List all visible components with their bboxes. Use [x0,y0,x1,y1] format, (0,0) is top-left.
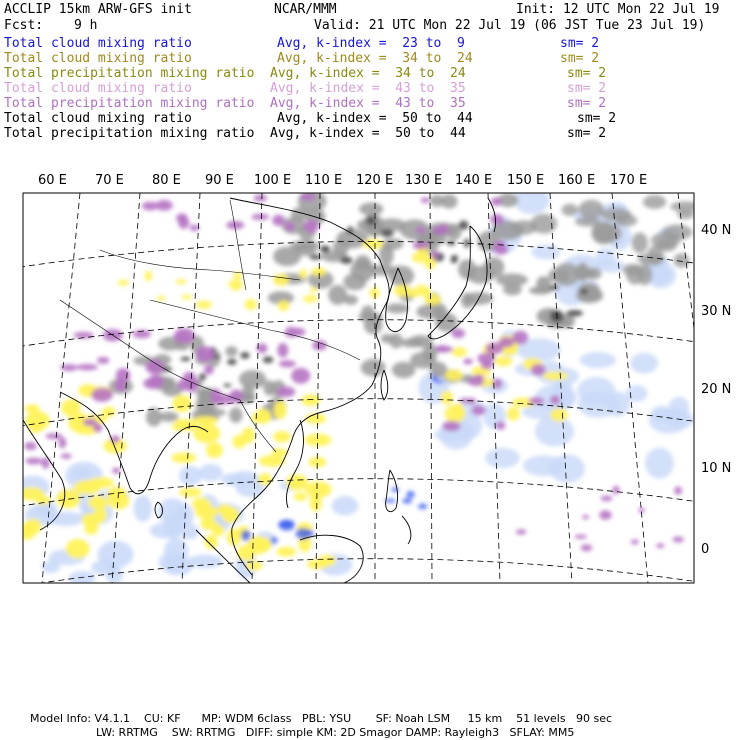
cloud-patch [221,473,247,486]
precip-patch [471,405,485,415]
cloud-patch [461,293,475,309]
longitude-label: 90 E [205,173,234,188]
latitude-labels [701,223,731,557]
precip-patch [196,346,215,362]
cloud-patch [549,454,584,483]
longitude-label: 150 E [507,173,545,188]
cloud-patch [229,407,242,423]
cloud-patch [72,468,91,480]
field-k-index: Avg, k-index = 34 to 24 [277,51,473,66]
field-k-index: Avg, k-index = 50 to 44 [277,111,473,126]
precip-patch [273,431,291,443]
precip-patch [305,414,326,424]
precip-patch [148,374,163,388]
cloud-patch [134,495,153,522]
field-k-index: Avg, k-index = 34 to 24 [270,66,466,81]
precip-patch [291,368,310,384]
cloud-patch [535,416,574,446]
model-title: ACCLIP 15km ARW-GFS init [4,2,192,17]
cloud-patch [591,221,614,244]
cloud-patch [643,195,666,209]
fcst-value: 9 h [74,18,98,33]
cloud-patch [199,464,223,481]
longitude-label: 100 E [254,173,292,188]
precip-patch [421,288,431,297]
cloud-patch [637,264,652,286]
cloud-patch [179,466,202,485]
cloud-core [347,226,353,234]
precip-patch [205,535,218,549]
precip-patch [196,300,212,308]
precip-patch [84,523,98,535]
center-label: NCAR/MMM [274,2,337,17]
precip-patch [19,523,36,540]
cloud-patch [580,352,617,368]
cloud-patch [441,194,458,208]
precip-patch [442,421,460,431]
precip-patch [286,474,308,490]
cloud-patch [146,408,162,427]
precip-patch [413,242,429,250]
precip-patch [485,343,503,354]
precip-patch [300,193,315,201]
precip-patch [94,507,107,523]
field-name: Total precipitation mixing ratio [4,96,255,111]
precip-patch [174,328,195,343]
cloud-patch [531,245,561,260]
precip-patch [29,422,43,433]
cloud-ice [279,520,296,531]
precip-patch [299,269,306,279]
cloud-patch [364,315,383,334]
cloud-core [180,357,190,362]
precip-patch [145,271,153,281]
precip-patch [415,227,425,234]
precip-patch [251,214,269,220]
precip-patch [256,538,272,552]
cloud-patch [576,288,603,303]
latitude-label: 0 [701,542,710,557]
cloud-patch [159,412,178,422]
precip-patch [273,274,289,286]
field-name: Total cloud mixing ratio [4,111,192,126]
precip-patch [276,547,296,557]
cloud-core [459,221,469,230]
cloud-patch [485,448,520,468]
cloud-patch [673,253,689,267]
cloud-core [323,248,330,252]
model-info-line1: Model Info: V4.1.1 CU: KF MP: WDM 6class PBL: YSU SF: Noah LSM 15 km 51 levels 90 sec [30,712,613,725]
precip-patch [277,386,296,397]
cloud-patch [630,353,658,374]
cloud-patch [409,335,433,347]
precip-patch [445,370,463,381]
precip-patch [318,555,336,566]
precip-patch [116,368,131,383]
precip-patch [204,365,214,375]
cloud-core [340,257,352,264]
precip-patch [441,391,454,405]
latitude-label: 30 N [701,304,732,319]
precip-patch [61,454,72,459]
precip-patch [491,197,502,206]
precip-patch [494,240,506,248]
cloud-core [451,255,458,260]
cloud-ice [296,528,311,540]
cloud-ice [432,375,437,382]
cloud-core [580,288,588,294]
cloud-patch [150,523,182,539]
field-name: Total cloud mixing ratio [4,51,192,66]
valid-time: Valid: 21 UTC Mon 22 Jul 19 (06 JST Tue 23 Jul 19) [314,18,706,33]
precip-patch [301,394,320,406]
precip-patch [305,434,332,447]
cloud-patch [392,362,416,378]
precip-patch [228,280,243,287]
cloud-patch [359,203,383,216]
fcst-label: Fcst: [4,18,44,33]
precip-patch [529,397,545,405]
precip-patch [310,494,322,512]
precip-patch [581,544,593,551]
precip-patch [512,331,528,345]
field-smoothing: sm= 2 [577,111,617,126]
precip-patch [477,353,495,364]
precip-patch [46,433,63,439]
field-smoothing: sm= 2 [560,51,600,66]
precip-patch [112,468,120,474]
init-time: Init: 12 UTC Mon 22 Jul 19 [516,2,720,17]
cloud-core [240,352,250,359]
cloud-core [263,356,274,363]
cloud-core [447,241,456,246]
cloud-patch [350,260,375,281]
precip-patch [444,405,465,423]
cloud-patch [677,209,694,219]
cloud-patch [332,496,359,516]
field-name: Total precipitation mixing ratio [4,126,255,141]
longitude-label: 160 E [558,173,596,188]
precip-patch [451,329,465,338]
longitude-label: 140 E [455,173,493,188]
cloud-patch [662,224,692,240]
precip-patch [516,529,527,534]
precip-patch [91,388,113,402]
field-name: Total precipitation mixing ratio [4,66,255,81]
longitude-label: 120 E [356,173,394,188]
longitude-label: 110 E [305,173,343,188]
field-smoothing: sm= 2 [560,36,600,51]
cloud-core [549,285,559,290]
cloud-patch [529,286,552,294]
precip-patch [274,401,287,420]
precip-patch [206,442,223,458]
cloud-ice [402,498,412,504]
field-k-index: Avg, k-index = 43 to 35 [270,96,466,111]
cloud-patch [578,200,604,219]
cloud-patch [410,352,437,369]
latitude-label: 40 N [701,223,732,238]
precip-patch [463,358,473,364]
precip-patch [435,345,449,352]
precip-patch [543,372,568,381]
cloud-patch [386,303,409,313]
precip-patch [24,442,36,450]
field-k-index: Avg, k-index = 23 to 9 [277,36,465,51]
cloud-patch [225,346,237,357]
precip-patch [277,343,288,358]
precip-patch [631,539,639,544]
cloud-ice [270,537,278,543]
precip-patch [674,487,682,495]
precip-patch [311,268,326,277]
cloud-patch [381,334,394,343]
precip-patch [507,407,520,421]
latitude-label: 20 N [701,382,732,397]
cloud-core [223,384,232,388]
precip-patch [550,408,568,422]
cloud-core [381,229,394,237]
precip-patch [599,510,611,519]
precip-patch [251,412,271,423]
precip-patch [278,301,290,312]
precip-patch [176,213,187,222]
precip-patch [195,505,218,518]
field-smoothing: sm= 2 [567,96,607,111]
precip-patch [285,222,295,231]
cloud-patch [273,247,301,267]
precip-patch [181,295,192,300]
precip-patch [421,197,429,203]
precip-patch [221,507,239,523]
precip-patch [495,356,513,366]
cloud-patch [503,283,522,295]
precip-patch [495,422,505,430]
precip-patch [56,489,80,508]
longitude-label: 170 E [610,173,648,188]
precip-patch [304,220,319,233]
precip-patch [83,418,97,426]
cloud-patch [98,541,134,568]
precip-patch [468,377,484,386]
longitude-label: 80 E [152,173,181,188]
cloud-patch [530,214,557,234]
precip-patch [451,347,467,357]
precip-patch [25,458,42,465]
cloud-patch [106,567,123,584]
precip-patch [88,496,108,510]
cloud-patch [561,204,578,216]
precip-patch [672,536,684,542]
precip-patch [232,435,246,448]
precip-patch [74,480,101,495]
precip-patch [212,524,224,536]
cloud-patch [239,370,266,389]
cloud-patch [361,359,386,377]
cloud-patch [514,186,550,214]
precip-patch [244,299,257,310]
cloud-patch [598,260,626,273]
precip-patch [490,214,504,225]
precip-patch [294,493,307,501]
precip-patch [117,280,129,286]
precip-patch [656,543,664,548]
precip-patch [363,239,384,249]
precip-patch [102,407,116,417]
field-smoothing: sm= 2 [567,66,607,81]
cloud-core [199,373,206,380]
field-smoothing: sm= 2 [567,81,607,96]
precip-patch [582,515,589,519]
field-k-index: Avg, k-index = 43 to 35 [270,81,466,96]
precip-patch [171,453,196,463]
longitude-label: 70 E [95,173,124,188]
precip-patch [312,340,327,351]
precip-patch [76,364,98,370]
cloud-core [566,310,582,317]
cloud-patch [164,538,188,565]
cloud-patch [576,262,588,281]
longitude-labels [38,173,647,188]
cloud-ice [418,503,428,509]
cloud-patch [626,385,647,402]
precip-patch [176,279,187,284]
precip-patch [550,395,561,405]
cloud-patch [645,448,674,479]
field-smoothing: sm= 2 [567,126,607,141]
cloud-patch [632,232,648,253]
model-info-line2: LW: RRTMG SW: RRTMG DIFF: simple KM: 2D Smagor DAMP: Rayleigh3 SFLAY: MM5 [96,726,575,739]
precip-patch [59,437,67,448]
precip-patch [179,488,202,497]
precip-patch [612,486,619,495]
precip-patch [303,295,318,302]
precip-patch [433,225,449,234]
precip-patch [272,215,285,226]
cloud-patch [343,295,358,305]
precip-patch [193,416,217,425]
field-k-index: Avg, k-index = 50 to 44 [270,126,466,141]
cloud-ice [241,530,251,541]
precip-patch [18,487,44,500]
longitude-label: 60 E [38,173,67,188]
cloud-ice [406,491,414,498]
precip-patch [431,251,439,259]
field-name: Total cloud mixing ratio [4,81,192,96]
precip-patch [156,200,173,211]
cloud-patch [614,214,637,226]
cloud-patch [382,238,404,250]
precip-patch [156,296,165,301]
precip-patch [279,360,296,367]
precip-patch [66,539,90,559]
precip-patch [97,357,109,364]
precip-patch [601,495,613,501]
cloud-core [227,359,237,365]
precip-patch [254,195,268,202]
longitude-label: 130 E [405,173,443,188]
precip-patch [310,287,318,292]
latitude-label: 10 N [701,461,732,476]
precip-patch [531,364,546,376]
precip-patch [574,535,587,539]
field-name: Total cloud mixing ratio [4,36,192,51]
precip-patch [173,395,192,412]
